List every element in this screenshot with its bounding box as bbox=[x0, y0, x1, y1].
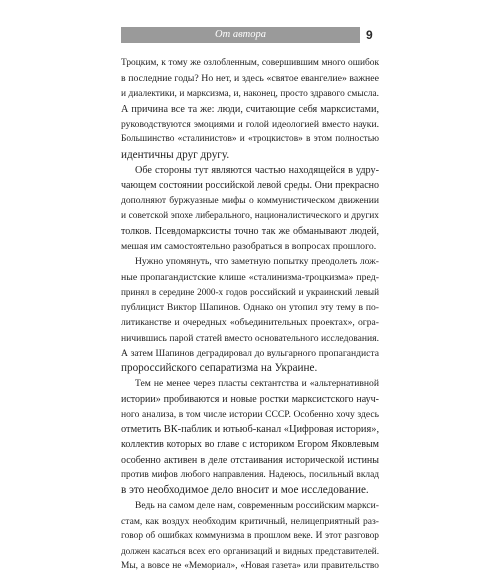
text-line: дополняют буржуазные мифы о коммунистическом движении bbox=[121, 195, 379, 207]
text-line: ного анализа, в том числе истории СССР. Особенно хочу здесь bbox=[121, 408, 379, 420]
text-line: толков. Псевдомарксисты точно так же обманывают людей, bbox=[121, 225, 379, 237]
text-line: в последние годы? Но нет, и здесь «святое евангелие» важнее bbox=[121, 73, 379, 85]
text-line: против мифов любого направления. Надеюсь, посильный вклад bbox=[121, 469, 379, 480]
page-number: 9 bbox=[366, 28, 373, 42]
running-head-bar bbox=[121, 27, 360, 43]
text-line: принял в середине 2000-х годов российский и украинский левый bbox=[121, 286, 379, 297]
text-line: отметить ВК-паблик и ютьюб-канал «Цифровая история», bbox=[121, 424, 379, 435]
text-line: пророссийского сепаратизма на Украине. bbox=[121, 362, 318, 374]
paragraph-first-line: Обе стороны тут являются частью находящейся в удру- bbox=[135, 164, 379, 176]
text-line: идентичны друг другу. bbox=[121, 148, 230, 161]
text-line: А затем Шапинов деградировал до вульгарного пропагандиста bbox=[121, 347, 379, 359]
text-line: литиканстве и очередных «объединительных проектах», огра- bbox=[121, 317, 379, 329]
paragraph-first-line: Нужно упомянуть, что заметную попытку преодолеть лож- bbox=[135, 256, 379, 268]
text-line: в это необходимое дело вносит и мое исследование. bbox=[121, 484, 369, 496]
text-line: Большинство «сталинистов» и «троцкистов» в этом полностью bbox=[121, 134, 379, 145]
text-line: чающем состоянии российской левой среды. Они прекрасно bbox=[121, 180, 379, 191]
text-line: стам, как воздух необходим критичный, нелицеприятный раз- bbox=[121, 515, 379, 527]
paragraph-first-line: Ведь на самом деле нам, современным российским маркси- bbox=[135, 500, 379, 512]
text-line: коллектив которых во главе с историком Егором Яковлевым bbox=[121, 439, 379, 451]
text-line: особенно активен в деле отстаивания исторической истины bbox=[121, 454, 379, 466]
text-line: мешая им самостоятельно разобраться в вопросах прошлого. bbox=[121, 241, 377, 252]
text-line: публицист Виктор Шапинов. Однако он утопил эту тему в по- bbox=[121, 302, 379, 313]
text-line: А причина все та же: люди, считающие себя марксистами, bbox=[121, 103, 379, 115]
text-line: руководствуются эмоциями и голой идеологией вместо науки. bbox=[121, 119, 379, 130]
text-line: должен касаться всех его организаций и видных представителей. bbox=[121, 546, 379, 556]
body-text bbox=[121, 56, 379, 575]
text-line: ные пропагандистские клише «сталинизма-троцкизма» пред- bbox=[121, 271, 379, 283]
running-head: От автора bbox=[215, 29, 266, 40]
text-line: и советской эпохе либерального, националистического и других bbox=[121, 210, 379, 221]
text-line: Троцким, к тому же озлобленным, совершившим много ошибок bbox=[121, 58, 379, 68]
text-line: истории» пробиваются и новые ростки марксистского науч- bbox=[121, 393, 379, 405]
text-line: и диалектики, и марксизма, и, наконец, просто здравого смысла. bbox=[121, 88, 379, 99]
text-line: Мы, а вовсе не «Мемориал», «Новая газета» или правительство bbox=[121, 561, 379, 572]
text-line: ничившись парой статей вместо основательного исследования. bbox=[121, 332, 379, 344]
paragraph-first-line: Тем не менее через пласты сектантства и «альтернативной bbox=[135, 378, 379, 390]
text-line: говор об ошибках коммунизма в прошлом веке. И этот разговор bbox=[121, 530, 379, 541]
